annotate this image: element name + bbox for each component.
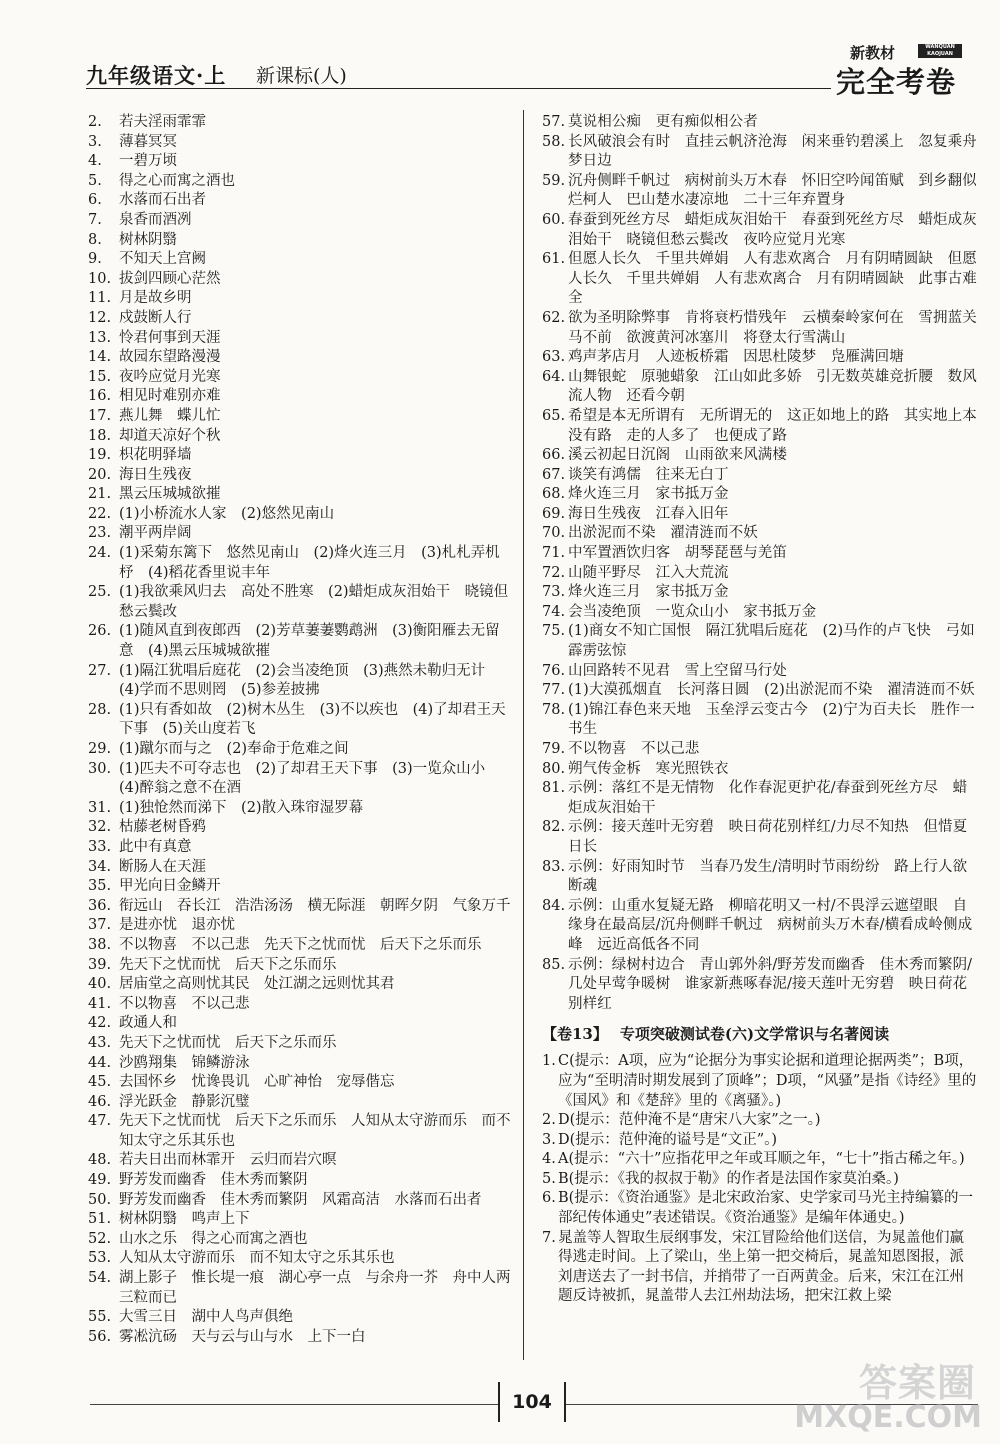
page-header	[86, 38, 976, 99]
item-number: 56.	[88, 1328, 112, 1345]
item-text: B(提示：《资治通鉴》是北宋政治家、史学家司马光主持编纂的一部纪传体通史”表述错误。《资治通鉴》是编年体通史。)	[558, 1190, 974, 1227]
answer-item	[88, 818, 513, 838]
item-text: 得之心而寓之酒也	[119, 172, 235, 189]
note-item	[542, 1229, 977, 1307]
item-text: B(提示：《我的叔叔于勒》的作者是法国作家莫泊桑。)	[558, 1170, 899, 1187]
item-number: 51.	[88, 1211, 112, 1228]
item-text: (1)隔江犹唱后庭花 (2)会当凌绝顶 (3)燕然未勒归无计 (4)学而不思则罔 (5)参差披拂	[119, 662, 500, 699]
item-number: 78.	[542, 701, 566, 718]
answer-item	[542, 760, 977, 780]
answer-item	[542, 818, 977, 857]
answer-item	[88, 897, 513, 917]
answer-item	[542, 956, 977, 1015]
item-text: 故园东望路漫漫	[119, 349, 221, 366]
item-text: 一碧万顷	[119, 153, 177, 170]
item-number: 2.	[88, 114, 102, 130]
item-text: 月是故乡明	[119, 290, 192, 307]
item-text: 烽火连三月 家书抵万金	[568, 486, 729, 503]
answer-item	[88, 1308, 513, 1328]
answer-item	[88, 387, 513, 407]
answer-item	[88, 701, 513, 740]
item-text: 政通人和	[119, 1015, 177, 1032]
item-number: 20.	[88, 466, 112, 483]
answer-item	[88, 662, 513, 701]
item-text: 示例：山重水复疑无路 柳暗花明又一村/不畏浮云遮望眼 自缘身在最高层/沉舟侧畔千帆过 病树前头万木春/横看成岭侧成峰 远近高低各不同	[568, 897, 973, 953]
item-text: 此中有真意	[119, 838, 192, 855]
item-number: 42.	[88, 1015, 112, 1032]
answer-item	[88, 250, 513, 270]
item-number: 28.	[88, 701, 112, 718]
section-title: 专项突破测试卷(六)文学常识与名著阅读	[619, 1025, 890, 1044]
answer-item	[88, 1328, 513, 1348]
item-text: 示例：接天莲叶无穷碧 映日荷花别样红/力尽不知热 但惜夏日长	[568, 819, 968, 855]
item-number: 4.	[88, 153, 102, 170]
item-text: 却道天凉好个秋	[119, 427, 221, 444]
item-text: 中军置酒饮归客 胡琴琵琶与羌笛	[568, 545, 787, 562]
answer-item	[88, 485, 513, 505]
item-number: 55.	[88, 1309, 112, 1326]
item-number: 7.	[542, 1229, 556, 1246]
item-text: 会当凌绝顶 一览众山小 家书抵万金	[568, 603, 817, 620]
item-text: (1)我欲乘风归去 高处不胜寒 (2)蜡炬成灰泪始干 晓镜但愁云鬓改	[119, 584, 509, 620]
item-text: 示例：落红不是无情物 化作春泥更护花/春蚕到死丝方尽 蜡炬成灰泪始干	[568, 780, 968, 816]
item-text: 先天下之忧而忧 后天下之乐而乐	[119, 1034, 337, 1051]
answer-item	[542, 603, 977, 623]
item-text: (1)随风直到夜郎西 (2)芳草萋萋鹦鹉洲 (3)衡阳雁去无留意 (4)黑云压城城欲摧	[119, 623, 500, 660]
watermark	[794, 1352, 982, 1438]
item-text: 不以物喜 不以己悲 先天下之忧而忧 后天下之乐而乐	[119, 936, 482, 953]
answer-item	[88, 211, 513, 231]
answer-item	[542, 524, 977, 544]
answer-item	[542, 681, 977, 701]
item-number: 65.	[542, 407, 566, 424]
item-number: 68.	[542, 486, 566, 503]
answer-item	[88, 1249, 513, 1269]
item-number: 47.	[88, 1113, 112, 1130]
note-item	[542, 1170, 977, 1190]
item-number: 63.	[542, 349, 566, 366]
item-text: (1)小桥流水人家 (2)悠然见南山	[119, 505, 335, 522]
item-number: 12.	[88, 309, 112, 326]
answer-item	[88, 1054, 513, 1074]
answer-item	[88, 133, 513, 153]
item-number: 8.	[88, 231, 102, 248]
item-number: 6.	[88, 192, 102, 209]
item-number: 26.	[88, 623, 112, 640]
item-text: 怜君何事到天涯	[119, 329, 221, 346]
brand-logo	[836, 38, 976, 99]
item-text: (1)只有香如故 (2)树木丛生 (3)不以疾也 (4)了却君王天下事 (5)关山度若飞	[119, 701, 506, 738]
item-text: (1)蹴尔而与之 (2)奉命于危难之间	[119, 741, 349, 757]
item-text: D(提示：范仲淹的谥号是“文正”。)	[558, 1131, 778, 1148]
item-text: (1)匹夫不可夺志也 (2)了却君王天下事 (3)一览众山小 (4)醉翁之意不在酒	[119, 760, 500, 797]
item-number: 32.	[88, 819, 112, 836]
item-number: 76.	[542, 662, 566, 679]
item-number: 75.	[542, 623, 566, 640]
item-number: 83.	[542, 858, 566, 875]
item-number: 35.	[88, 878, 112, 895]
item-number: 2.	[542, 1112, 556, 1129]
item-number: 27.	[88, 662, 112, 679]
item-number: 22.	[88, 505, 112, 522]
answer-item	[88, 466, 513, 486]
item-number: 25.	[88, 584, 112, 601]
item-text: 春蚕到死丝方尽 蜡炬成灰泪始干 春蚕到死丝方尽 蜡炬成灰泪始干 晓镜但愁云鬓改 夜吟应觉月光寒	[568, 211, 977, 248]
item-number: 3.	[88, 133, 102, 150]
answer-item	[542, 211, 977, 250]
item-number: 33.	[88, 838, 112, 855]
item-text: 浮光跃金 静影沉璧	[119, 1093, 250, 1110]
answer-item	[88, 544, 513, 583]
item-number: 61.	[542, 251, 566, 268]
answer-item	[542, 858, 977, 897]
item-text: 示例：绿树村边合 青山郭外斜/野芳发而幽香 佳木秀而繁阴/几处早莺争暖树 谁家新燕啄春泥/接天莲叶无穷碧 映日荷花别样红	[568, 956, 973, 1012]
item-text: 不以物喜 不以己悲	[119, 995, 250, 1012]
answer-item	[88, 916, 513, 936]
answer-item	[542, 348, 977, 368]
item-text: 山回路转不见君 雪上空留马行处	[568, 662, 787, 679]
answer-item	[542, 544, 977, 564]
item-number: 71.	[542, 545, 566, 562]
item-number: 31.	[88, 799, 112, 816]
item-text: 水落而石出者	[119, 192, 206, 209]
answer-item	[88, 348, 513, 368]
answer-item	[88, 858, 513, 878]
item-number: 1.	[542, 1053, 556, 1070]
answer-item	[88, 427, 513, 447]
item-text: 湖上影子 惟长堤一痕 湖心亭一点 与余舟一芥 舟中人两三粒而已	[119, 1270, 511, 1306]
item-number: 4.	[542, 1151, 556, 1168]
answer-item	[88, 231, 513, 251]
answer-item	[88, 446, 513, 466]
answer-item	[88, 270, 513, 290]
answer-item	[88, 1073, 513, 1093]
item-number: 84.	[542, 897, 566, 914]
answer-item	[88, 936, 513, 956]
header-subtitle: 新课标(人)	[256, 65, 347, 87]
item-text: 海日生残夜	[119, 466, 192, 483]
item-text: 不以物喜 不以己悲	[568, 741, 700, 757]
answer-item	[88, 524, 513, 544]
item-text: 戍鼓断人行	[119, 309, 192, 326]
answer-item	[88, 289, 513, 309]
note-item	[542, 1111, 977, 1131]
item-number: 24.	[88, 545, 112, 562]
answer-item	[88, 1093, 513, 1113]
item-number: 37.	[88, 917, 112, 934]
answer-item	[88, 1034, 513, 1054]
item-text: 薄暮冥冥	[119, 133, 177, 150]
item-number: 39.	[88, 956, 112, 973]
item-text: 大雪三日 湖中人鸟声俱绝	[119, 1309, 293, 1326]
header-rule	[86, 88, 831, 89]
column-divider	[523, 110, 524, 1360]
answer-item	[88, 760, 513, 799]
brand-badge: WANQUAN KAOJUAN	[918, 44, 962, 58]
right-column	[542, 113, 977, 1307]
item-text: 晁盖等人智取生辰纲事发，宋江冒险给他们送信，为晁盖他们赢得逃走时间。上了梁山，坐上第一把交椅后，晁盖知恩图报，派刘唐送去了一封书信，并捎带了一百两黄金。后来，宋江在江州题反诗被抓，晁盖带人去江州劫法场，把宋江救上梁	[558, 1229, 964, 1305]
item-text: 谈笑有鸿儒 往来无白丁	[568, 466, 729, 483]
answer-item	[88, 995, 513, 1015]
item-text: 树林阴翳 鸣声上下	[119, 1211, 250, 1228]
answer-item	[542, 897, 977, 956]
answer-item	[88, 172, 513, 192]
answer-item	[88, 740, 513, 760]
page-number: 104	[498, 1382, 566, 1422]
item-text: 枯藤老树昏鸦	[119, 819, 206, 836]
item-text: (1)大漠孤烟直 长河落日圆 (2)出淤泥而不染 濯清涟而不妖	[568, 682, 975, 699]
item-number: 21.	[88, 486, 112, 503]
section-heading	[542, 1024, 977, 1044]
answer-item	[542, 740, 977, 760]
item-number: 73.	[542, 584, 566, 601]
item-number: 15.	[88, 368, 112, 385]
item-text: (1)采菊东篱下 悠然见南山 (2)烽火连三月 (3)札札弄机杼 (4)稻花香里说丰年	[119, 545, 500, 581]
item-text: 沉舟侧畔千帆过 病树前头万木春 怀旧空吟闻笛赋 到乡翻似烂柯人 巴山楚水凄凉地 二十三年弃置身	[568, 172, 977, 209]
item-text: 希望是本无所谓有 无所谓无的 这正如地上的路 其实地上本没有路 走的人多了 也便成了路	[568, 407, 977, 444]
left-column	[88, 113, 513, 1347]
answer-item	[542, 583, 977, 603]
answer-item	[88, 407, 513, 427]
item-number: 11.	[88, 290, 112, 307]
item-text: 若夫淫雨霏霏	[119, 114, 206, 130]
item-number: 49.	[88, 1172, 112, 1189]
item-text: 莫说相公痴 更有痴似相公者	[568, 114, 758, 130]
answer-item	[88, 956, 513, 976]
item-number: 66.	[542, 447, 566, 464]
item-text: C(提示：A项，应为“论据分为事实论据和道理论据两类”；B项，应为“至明清时期发展到了顶峰”；D项，“风骚”是指《诗经》里的《国风》和《楚辞》里的《离骚》。)	[558, 1053, 977, 1109]
item-number: 3.	[542, 1131, 556, 1148]
section-tag: 【卷13】	[542, 1025, 608, 1044]
item-text: 不知天上宫阙	[119, 251, 206, 268]
item-number: 19.	[88, 447, 112, 464]
item-number: 18.	[88, 427, 112, 444]
note-item	[542, 1052, 977, 1111]
item-text: 出淤泥而不染 濯清涟而不妖	[568, 525, 758, 542]
notes-list	[542, 1052, 977, 1307]
item-text: 示例：好雨知时节 当春乃发生/清明时节雨纷纷 路上行人欲断魂	[568, 858, 968, 895]
item-text: 野芳发而幽香 佳木秀而繁阴	[119, 1172, 308, 1189]
item-text: 是进亦忧 退亦忧	[119, 917, 235, 934]
item-text: 烽火连三月 家书抵万金	[568, 584, 729, 601]
item-text: 朔气传金柝 寒光照铁衣	[568, 760, 729, 777]
answer-item	[88, 505, 513, 525]
item-text: 若夫日出而林霏开 云归而岩穴暝	[119, 1152, 337, 1169]
item-number: 53.	[88, 1250, 112, 1267]
item-text: (1)商女不知亡国恨 隔江犹唱后庭花 (2)马作的卢飞快 弓如霹雳弦惊	[568, 623, 975, 660]
item-text: D(提示：范仲淹不是“唐宋八大家”之一。)	[558, 1112, 821, 1129]
item-number: 34.	[88, 858, 112, 875]
answer-item	[542, 309, 977, 348]
item-number: 17.	[88, 407, 112, 424]
item-number: 5.	[542, 1170, 556, 1187]
answer-item	[88, 368, 513, 388]
answer-item	[88, 1269, 513, 1308]
answer-item	[88, 113, 513, 133]
answer-item	[542, 446, 977, 466]
answer-item	[542, 407, 977, 446]
item-text: 泉香而酒冽	[119, 211, 192, 228]
item-number: 54.	[88, 1270, 112, 1287]
item-number: 69.	[542, 505, 566, 522]
item-text: 树林阴翳	[119, 231, 177, 248]
answer-item	[88, 1230, 513, 1250]
item-number: 46.	[88, 1093, 112, 1110]
item-number: 9.	[88, 251, 102, 268]
answer-item	[542, 564, 977, 584]
note-item	[542, 1131, 977, 1151]
item-text: 相见时难别亦难	[119, 388, 221, 405]
item-number: 50.	[88, 1191, 112, 1208]
item-number: 80.	[542, 760, 566, 777]
answer-item	[88, 877, 513, 897]
answer-item	[542, 250, 977, 309]
answer-item	[88, 1112, 513, 1151]
right-answer-list	[542, 113, 977, 1014]
item-number: 62.	[542, 309, 566, 326]
item-number: 48.	[88, 1152, 112, 1169]
item-number: 23.	[88, 525, 112, 542]
answer-item	[88, 1014, 513, 1034]
watermark-main: 答案圈	[858, 1361, 976, 1405]
item-number: 16.	[88, 388, 112, 405]
item-text: 夜吟应觉月光寒	[119, 368, 221, 385]
header-title: 九年级语文·上	[86, 63, 227, 88]
item-number: 67.	[542, 466, 566, 483]
item-number: 79.	[542, 741, 566, 757]
note-item	[542, 1150, 977, 1170]
item-number: 70.	[542, 525, 566, 542]
item-text: 甲光向日金鳞开	[119, 878, 221, 895]
item-text: 山随平野尽 江入大荒流	[568, 564, 729, 581]
answer-item	[542, 779, 977, 818]
item-number: 44.	[88, 1054, 112, 1071]
item-text: 断肠人在天涯	[119, 858, 206, 875]
item-number: 85.	[542, 956, 566, 973]
answer-item	[88, 152, 513, 172]
answer-item	[542, 622, 977, 661]
answer-item	[88, 622, 513, 661]
answer-item	[542, 485, 977, 505]
answer-item	[542, 466, 977, 486]
answer-item	[542, 368, 977, 407]
item-number: 58.	[542, 133, 566, 150]
item-number: 57.	[542, 114, 566, 130]
item-number: 81.	[542, 780, 566, 797]
answer-item	[542, 113, 977, 133]
item-number: 10.	[88, 270, 112, 287]
item-text: 衔远山 吞长江 浩浩汤汤 横无际涯 朝晖夕阴 气象万千	[119, 897, 511, 914]
answer-item	[88, 191, 513, 211]
item-text: 野芳发而幽香 佳木秀而繁阴 风霜高洁 水落而石出者	[119, 1191, 482, 1208]
item-text: 潮平两岸阔	[119, 525, 192, 542]
item-text: 长风破浪会有时 直挂云帆济沧海 闲来垂钓碧溪上 忽复乘舟梦日边	[568, 133, 977, 170]
item-text: 沙鸥翔集 锦鳞游泳	[119, 1054, 250, 1071]
item-number: 74.	[542, 603, 566, 620]
item-text: 人知从太守游而乐 而不知太守之乐其乐也	[119, 1250, 395, 1267]
answer-item	[88, 975, 513, 995]
answer-item	[542, 662, 977, 682]
watermark-sub: MXQE.COM	[794, 1400, 982, 1435]
answer-item	[88, 1151, 513, 1171]
item-number: 77.	[542, 682, 566, 699]
item-number: 45.	[88, 1074, 112, 1091]
item-text: 溪云初起日沉阁 山雨欲来风满楼	[568, 447, 787, 464]
answer-item	[88, 1171, 513, 1191]
answer-item	[88, 799, 513, 819]
note-item	[542, 1189, 977, 1228]
item-text: 燕儿舞 蝶儿忙	[119, 407, 221, 424]
item-number: 13.	[88, 329, 112, 346]
item-text: 欲为圣明除弊事 肯将衰朽惜残年 云横秦岭家何在 雪拥蓝关马不前 欲渡黄河冰塞川 将登太行雪满山	[568, 309, 977, 346]
item-number: 64.	[542, 368, 566, 385]
item-text: 雾凇沆砀 天与云与山与水 上下一白	[119, 1328, 366, 1345]
item-text: (1)独怆然而涕下 (2)散入珠帘湿罗幕	[119, 799, 364, 816]
answer-item	[88, 583, 513, 622]
item-text: 但愿人长久 千里共婵娟 人有悲欢离合 月有阴晴圆缺 但愿人长久 千里共婵娟 人有悲欢离合 月有阴晴圆缺 此事古难全	[568, 251, 977, 307]
item-text: 居庙堂之高则忧其民 处江湖之远则忧其君	[119, 976, 395, 993]
item-number: 14.	[88, 349, 112, 366]
item-text: 黑云压城城欲摧	[119, 486, 221, 503]
item-text: 枳花明驿墙	[119, 447, 192, 464]
item-text: A(提示：“六十”应指花甲之年或耳顺之年，“七十”指古稀之年。)	[558, 1151, 965, 1168]
answer-item	[542, 133, 977, 172]
item-text: 海日生残夜 江春入旧年	[568, 505, 729, 522]
answer-item	[88, 1191, 513, 1211]
item-text: 鸡声茅店月 人迹板桥霜 因思杜陵梦 凫雁满回塘	[568, 349, 904, 366]
item-text: 山舞银蛇 原驰蜡象 江山如此多娇 引无数英雄竞折腰 数风流人物 还看今朝	[568, 368, 977, 405]
item-number: 52.	[88, 1230, 112, 1247]
item-number: 38.	[88, 936, 112, 953]
item-number: 41.	[88, 995, 112, 1012]
answer-item	[88, 1210, 513, 1230]
item-text: 拔剑四顾心茫然	[119, 270, 221, 287]
brand-top: 新教材	[850, 44, 896, 62]
item-text: 山水之乐 得之心而寓之酒也	[119, 1230, 308, 1247]
item-number: 30.	[88, 760, 112, 777]
item-number: 43.	[88, 1034, 112, 1051]
answer-item	[542, 505, 977, 525]
item-text: 先天下之忧而忧 后天下之乐而乐	[119, 956, 337, 973]
item-text: 先天下之忧而忧 后天下之乐而乐 人知从太守游而乐 而不知太守之乐其乐也	[119, 1113, 511, 1149]
answer-item	[542, 172, 977, 211]
item-number: 6.	[542, 1190, 556, 1207]
item-number: 72.	[542, 564, 566, 581]
item-number: 29.	[88, 741, 112, 757]
item-number: 82.	[542, 819, 566, 836]
answer-item	[88, 309, 513, 329]
item-text: (1)锦江春色来天地 玉垒浮云变古今 (2)宁为百夫长 胜作一书生	[568, 701, 975, 738]
answer-item	[542, 701, 977, 740]
answer-item	[88, 838, 513, 858]
item-number: 60.	[542, 211, 566, 228]
item-number: 7.	[88, 211, 102, 228]
item-number: 5.	[88, 172, 102, 189]
answer-item	[88, 329, 513, 349]
item-number: 59.	[542, 172, 566, 189]
brand-main: 完全考卷	[836, 65, 957, 99]
item-number: 36.	[88, 897, 112, 914]
item-number: 40.	[88, 976, 112, 993]
item-text: 去国怀乡 忧谗畏讥 心旷神怡 宠辱偕忘	[119, 1074, 395, 1091]
